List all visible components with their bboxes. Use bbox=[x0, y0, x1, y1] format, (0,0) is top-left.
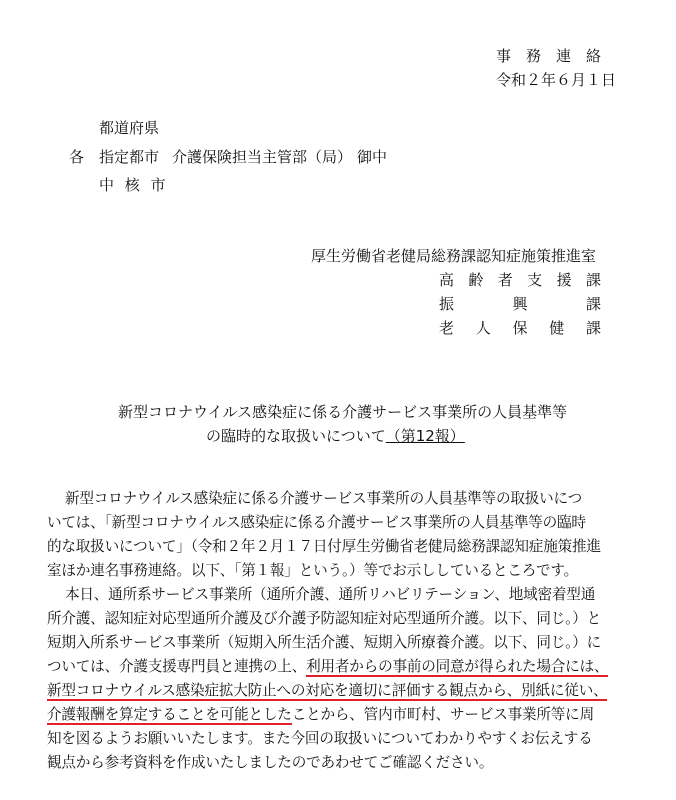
char: 人 bbox=[475, 319, 491, 337]
body-line bbox=[47, 681, 627, 701]
char: 健 bbox=[549, 319, 565, 337]
char: 課 bbox=[585, 295, 601, 313]
recipient-mark: 各 bbox=[69, 148, 85, 166]
char: 振 bbox=[439, 295, 455, 313]
body-line: 室ほか連名事務連絡。以下、「第１報」という。）等でお示ししているところです。 bbox=[47, 562, 579, 579]
highlighted-text: 新型コロナウイルス感染症拡大防止への対応を適切に評価する観点から、別紙に従い、 bbox=[47, 682, 608, 699]
sender-office: 厚生労働省老健局総務課認知症施策推進室 bbox=[311, 247, 597, 265]
document-date: 令和２年６月１日 bbox=[496, 71, 617, 89]
body-line bbox=[47, 657, 627, 677]
body-line: 観点から参考資料を作成いたしましたのであわせてご確認ください。 bbox=[47, 754, 494, 771]
char: 支 bbox=[527, 271, 543, 289]
recipient-department: 介護保険担当主管部（局） bbox=[172, 148, 353, 166]
char: 者 bbox=[497, 271, 513, 289]
document-type: 事 務 連 絡 bbox=[496, 47, 602, 65]
body-line: 短期入所系サービス事業所（短期入所生活介護、短期入所療養介護。以下、同じ。）に bbox=[47, 634, 602, 651]
body-line: 所介護、認知症対応型通所介護及び介護予防認知症対応型通所介護。以下、同じ。）と bbox=[47, 610, 602, 627]
char: 高 bbox=[439, 271, 455, 289]
char: 課 bbox=[585, 271, 601, 289]
highlighted-text: 介護報酬を算定することを可能とした bbox=[47, 706, 292, 723]
sender-dept-promotion bbox=[439, 294, 601, 314]
body-line: 本日、通所系サービス事業所（通所介護、通所リハビリテーション、地域密着型通 bbox=[65, 586, 596, 603]
document-title-main: の臨時的な取扱いについて bbox=[206, 427, 386, 445]
body-line bbox=[47, 705, 627, 725]
document-title-issue-number: （第12報） bbox=[385, 427, 465, 445]
char: 齢 bbox=[468, 271, 484, 289]
body-line: 知を図るようお願いいたします。また今回の取扱いについてわかりやすくお伝えする bbox=[47, 730, 593, 747]
highlighted-text: 利用者からの事前の同意が得られた場合には、 bbox=[306, 658, 609, 675]
body-text: ついては、介護支援専門員と連携の上、 bbox=[47, 658, 307, 675]
char: 保 bbox=[512, 319, 528, 337]
recipient-prefecture: 都道府県 bbox=[99, 119, 160, 137]
document-title-line2 bbox=[206, 426, 465, 446]
body-text: ことから、管内市町村、サービス事業所等に周 bbox=[291, 706, 594, 723]
recipient-salutation: 御中 bbox=[357, 148, 388, 166]
recipient-core-city: 中 核 市 bbox=[99, 176, 169, 194]
char: 課 bbox=[585, 319, 601, 337]
sender-dept-elderly-health bbox=[439, 318, 601, 338]
recipient-designated-city: 指定都市 bbox=[99, 148, 160, 166]
char: 老 bbox=[439, 319, 455, 337]
char: 援 bbox=[556, 271, 572, 289]
document-title-line1: 新型コロナウイルス感染症に係る介護サービス事業所の人員基準等 bbox=[118, 403, 568, 421]
body-line: いては、「新型コロナウイルス感染症に係る介護サービス事業所の人員基準等の臨時 bbox=[47, 514, 586, 531]
body-line: 新型コロナウイルス感染症に係る介護サービス事業所の人員基準等の取扱いにつ bbox=[65, 490, 583, 507]
body-line: 的な取扱いについて」（令和２年２月１７日付厚生労働省老健局総務課認知症施策推進 bbox=[47, 538, 601, 555]
sender-dept-elderly-support bbox=[439, 270, 601, 290]
char: 興 bbox=[512, 295, 528, 313]
